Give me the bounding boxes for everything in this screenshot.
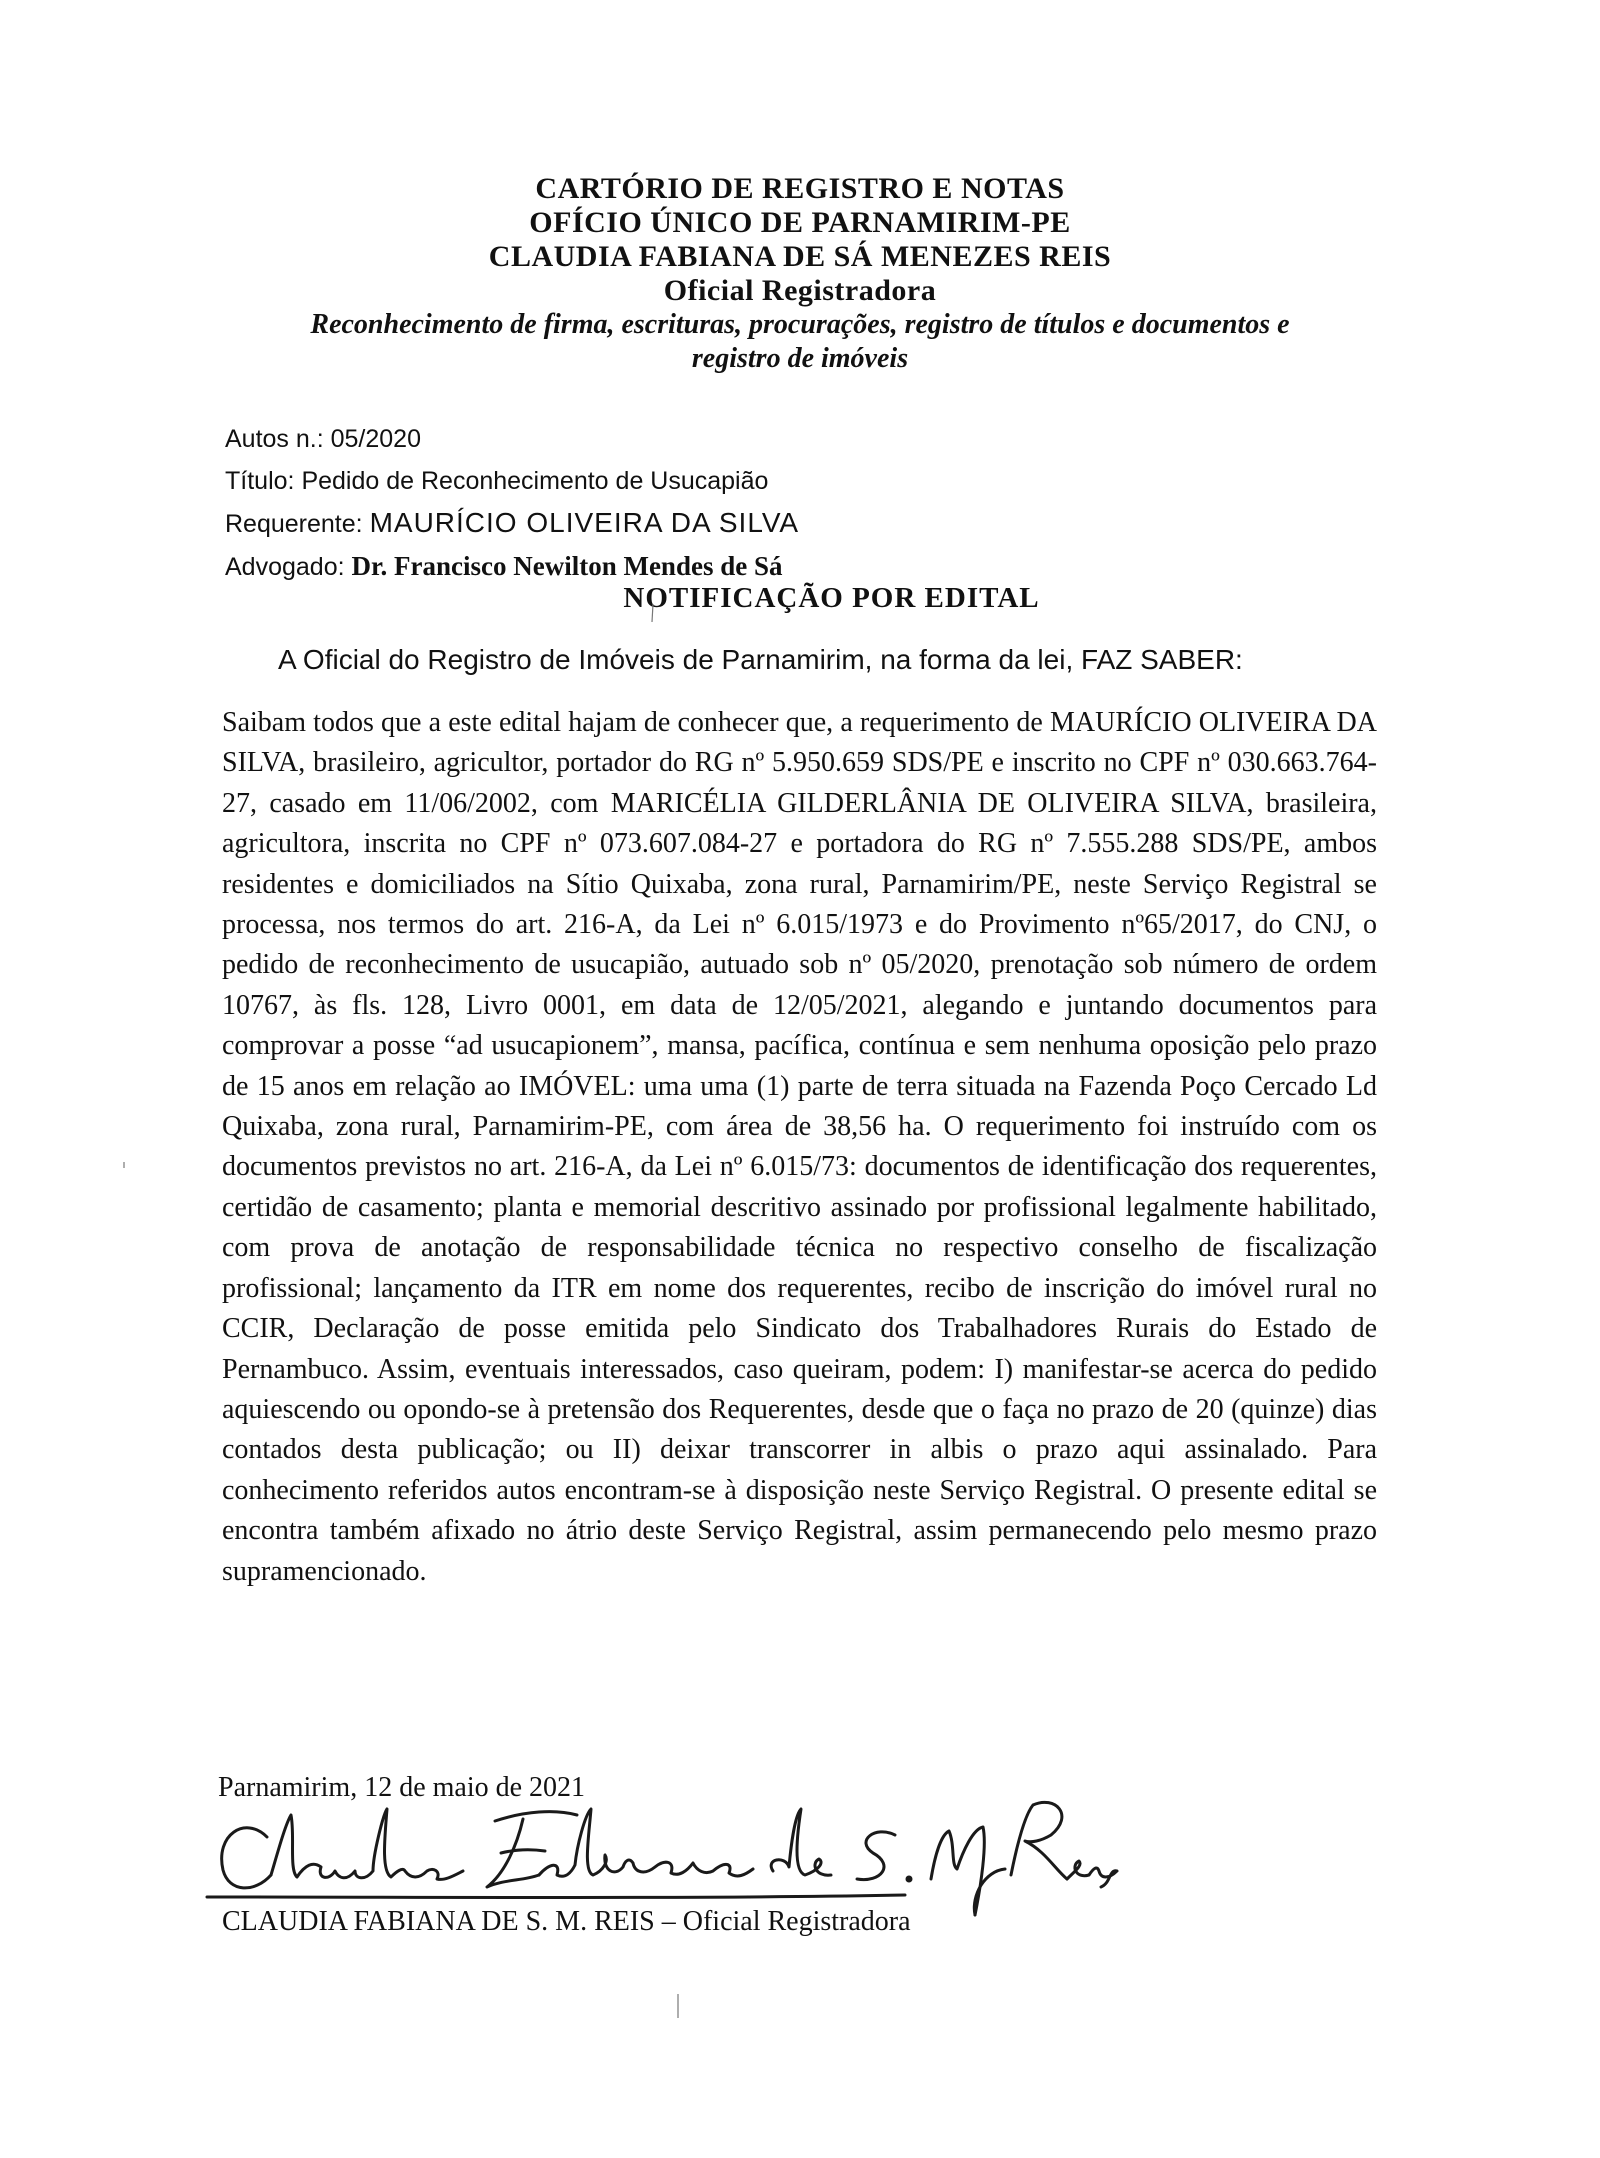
office-name: OFÍCIO ÚNICO DE PARNAMIRIM-PE <box>529 206 1071 239</box>
titulo-label: Título: <box>225 467 295 495</box>
notice-body: Saibam todos que a este edital hajam de conhecer que, a requerimento de MAURÍCIO OLIVEIRA DA SILVA, brasileiro, agricultor, portador do RG nº 5.950.659 SDS/PE e inscrito no CPF nº 030.663.764-27, casado em 11/06/2002, com MARICÉLIA GILDERLÂNIA DE OLIVEIRA SILVA, brasileira, agricultora, inscrita no CPF nº 073.607.084-27 e portadora do RG nº 7.555.288 SDS/PE, ambos residentes e domiciliados na Sítio Quixaba, zona rural, Parnamirim/PE, neste Serviço Registral se processa, nos termos do art. 216-A, da Lei nº 6.015/1973 e do Provimento nº65/2017, do CNJ, o pedido de reconhecimento de usucapião, autuado sob nº 05/2020, prenotação sob número de ordem 10767, às fls. 128, Livro 0001, em data de 12/05/2021, alegando e juntando documentos para comprovar a posse “ad usucapionem”, mansa, pacífica, contínua e sem nenhuma oposição pelo prazo de 15 anos em relação ao IMÓVEL: uma uma (1) parte de terra situada na Fazenda Poço Cercado Ld Quixaba, zona rural, Parnamirim-PE, com área de 38,56 ha. O requerimento foi instruído com os documentos previstos no art. 216-A, da Lei nº 6.015/73: documentos de identificação dos requerentes, certidão de casamento; planta e memorial descritivo assinado por profissional legalmente habilitado, com prova de anotação de responsabilidade técnica no respectivo conselho de fiscalização profissional; lançamento da ITR em nome dos requerentes, recibo de inscrição do imóvel rural no CCIR, Declaração de posse emitida pelo Sindicato dos Trabalhadores Rurais do Estado de Pernambuco. Assim, eventuais interessados, caso queiram, podem: I) manifestar-se acerca do pedido aquiescendo ou opondo-se à pretensão dos Requerentes, desde que o faça no prazo de 20 (quinze) dias contados desta publicação; ou II) deixar transcorrer in albis o prazo aqui assinalado. Para conhecimento referidos autos encontram-se à disposição neste Serviço Registral. O presente edital se encontra também afixado no átrio deste Serviço Registral, assim permanecendo pelo mesmo prazo supramencionado. <box>222 707 1377 1587</box>
advogado-value: Dr. Francisco Newilton Mendes de Sá <box>351 551 783 581</box>
requerente-label: Requerente: <box>225 510 363 538</box>
case-details <box>225 418 799 588</box>
titulo-value: Pedido de Reconhecimento de Usucapião <box>301 467 769 495</box>
requerente-value: MAURÍCIO OLIVEIRA DA SILVA <box>369 507 800 538</box>
autos-value: 05/2020 <box>330 425 421 453</box>
notice-title: NOTIFICAÇÃO POR EDITAL <box>623 582 1040 614</box>
dateline: Parnamirim, 12 de maio de 2021 <box>218 1772 586 1803</box>
advogado-label: Advogado: <box>225 553 345 581</box>
registrar-name: CLAUDIA FABIANA DE SÁ MENEZES REIS <box>488 240 1112 273</box>
registry-name: CARTÓRIO DE REGISTRO E NOTAS <box>535 172 1065 205</box>
titulo-row <box>225 460 799 502</box>
letterhead <box>200 172 1400 376</box>
notice-intro: A Oficial do Registro de Imóveis de Parnamirim, na forma da lei, FAZ SABER: <box>278 644 1243 675</box>
handwritten-signature <box>205 1775 1125 1925</box>
services-line-1: Reconhecimento de firma, escrituras, procurações, registro de títulos e documentos e <box>310 309 1290 340</box>
autos-label: Autos n.: <box>225 425 324 453</box>
autos-row <box>225 418 799 460</box>
registrar-title: Oficial Registradora <box>663 274 937 307</box>
services-line-2: registro de imóveis <box>691 343 909 374</box>
signer-name: CLAUDIA FABIANA DE S. M. REIS – Oficial Registradora <box>222 1906 911 1937</box>
requerente-row <box>225 502 799 545</box>
